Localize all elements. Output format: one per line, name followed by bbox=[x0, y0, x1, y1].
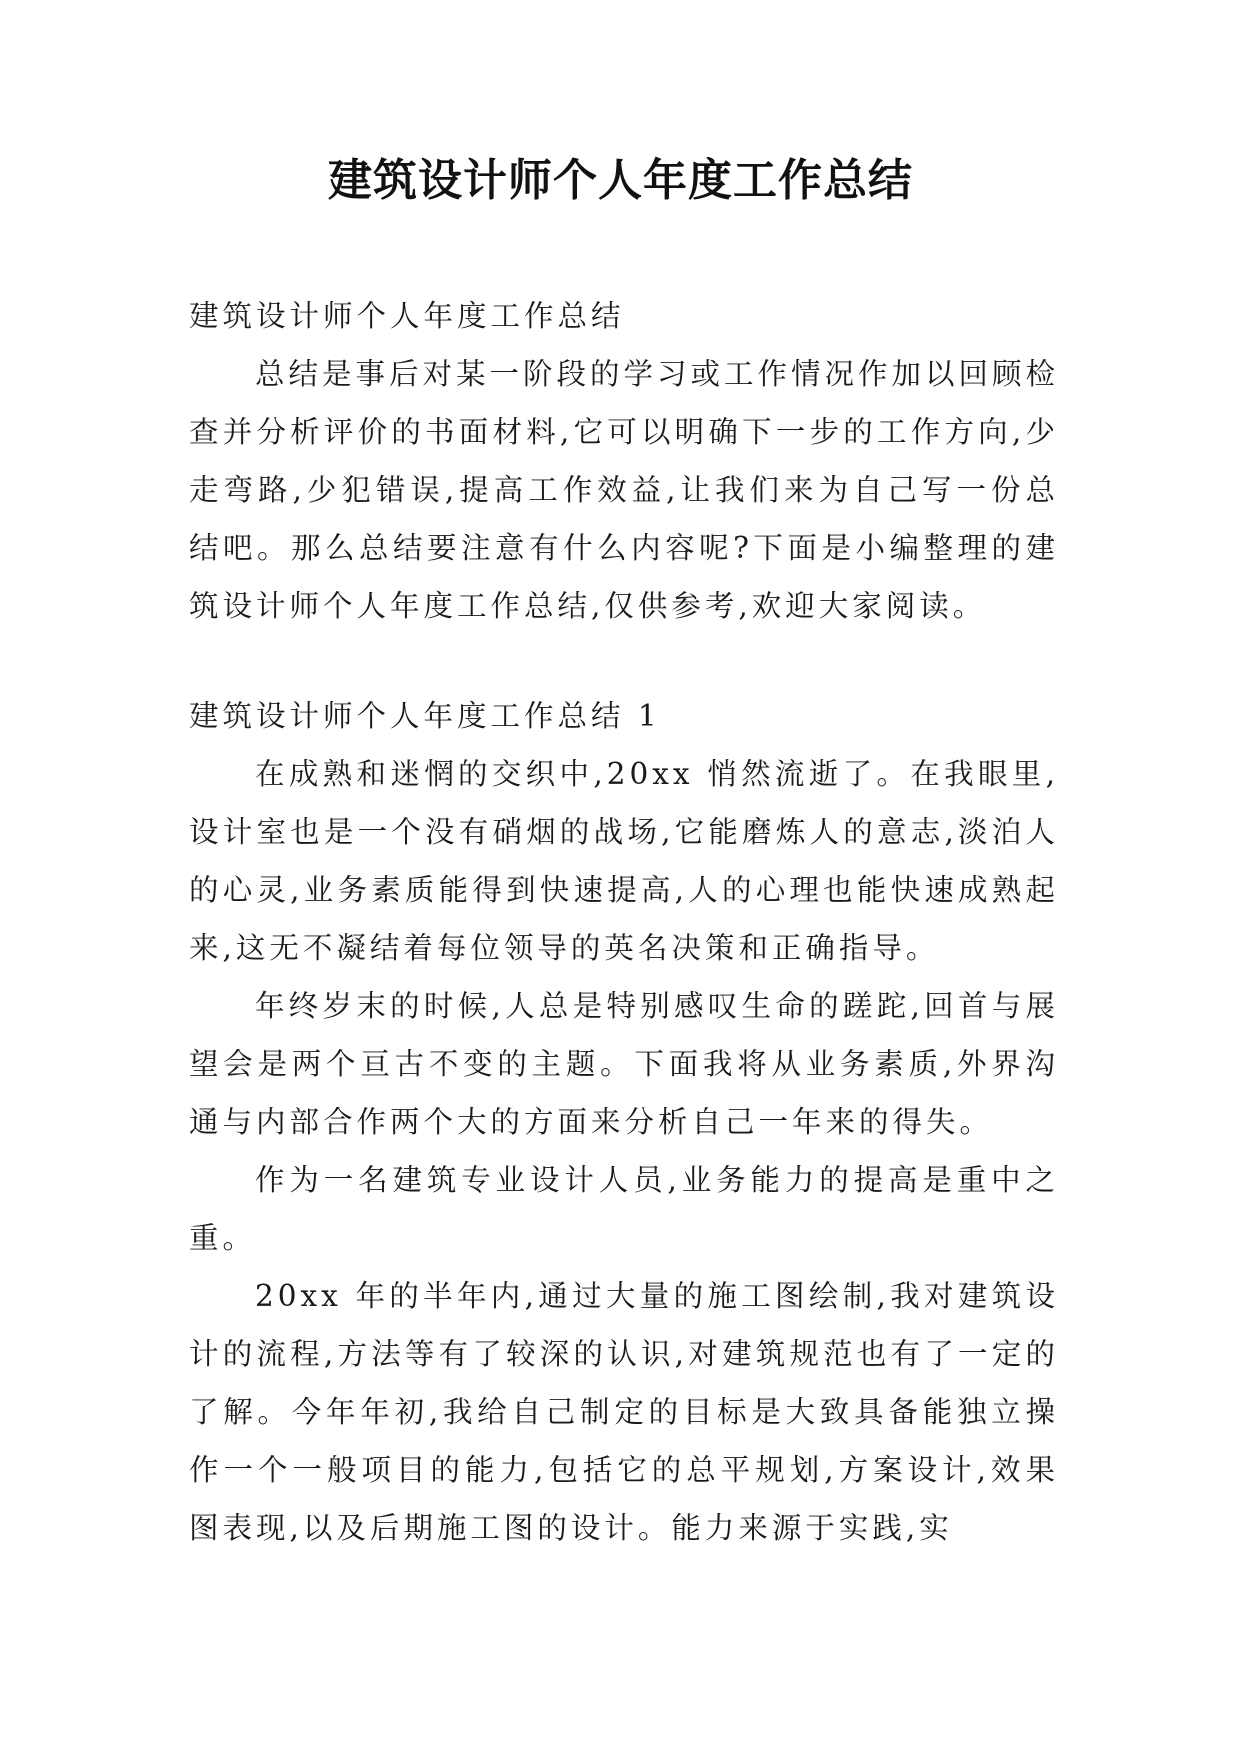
section-heading: 建筑设计师个人年度工作总结 bbox=[189, 299, 625, 333]
intro-paragraph: 总结是事后对某一阶段的学习或工作情况作加以回顾检查并分析评价的书面材料,它可以明确下一步的工作方向,少走弯路,少犯错误,提高工作效益,让我们来为自己写一份总结吧。那么总结要注意有什么内容呢?下面是小编整理的建筑设计师个人年度工作总结,仅供参考,欢迎大家阅读。 bbox=[189, 357, 1060, 623]
body-paragraph: 20xx 年的半年内,通过大量的施工图绘制,我对建筑设计的流程,方法等有了较深的认识,对建筑规范也有了一定的了解。今年年初,我给自己制定的目标是大致具备能独立操作一个一般项目的能力,包括它的总平规划,方案设计,效果图表现,以及后期施工图的设计。能力来源于实践,实 bbox=[189, 1279, 1059, 1545]
body-paragraph: 在成熟和迷惘的交织中,20xx 悄然流逝了。在我眼里,设计室也是一个没有硝烟的战场,它能磨炼人的意志,淡泊人的心灵,业务素质能得到快速提高,人的心理也能快速成熟起来,这无不凝结着每位领导的英名决策和正确指导。 bbox=[189, 757, 1059, 965]
body-paragraph: 作为一名建筑专业设计人员,业务能力的提高是重中之重。 bbox=[189, 1163, 1059, 1255]
document-title: 建筑设计师个人年度工作总结 bbox=[328, 155, 913, 206]
section-heading: 建筑设计师个人年度工作总结 1 bbox=[189, 699, 661, 733]
document-body bbox=[189, 287, 1059, 1557]
body-paragraph: 年终岁末的时候,人总是特别感叹生命的蹉跎,回首与展望会是两个亘古不变的主题。下面我将从业务素质,外界沟通与内部合作两个大的方面来分析自己一年来的得失。 bbox=[189, 989, 1059, 1139]
